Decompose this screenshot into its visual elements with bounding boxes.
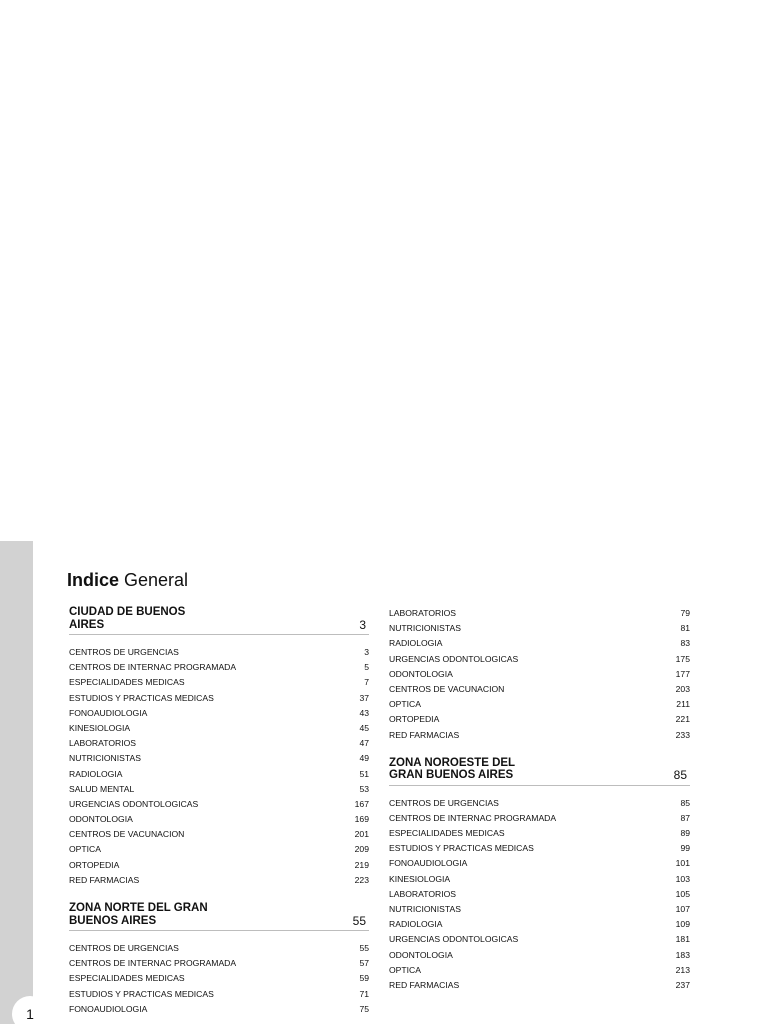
- section-entries: [69, 645, 369, 888]
- entry-page: 57: [359, 958, 369, 969]
- index-entry[interactable]: [389, 932, 690, 947]
- entry-page: 101: [675, 858, 690, 869]
- index-entry[interactable]: [69, 706, 369, 721]
- section-page: 3: [359, 617, 366, 632]
- section-page: 55: [352, 913, 366, 928]
- index-entry[interactable]: [69, 971, 369, 986]
- entry-page: 99: [680, 843, 690, 854]
- entry-page: 87: [680, 812, 690, 823]
- index-entry[interactable]: [69, 987, 369, 1002]
- entry-label: RADIOLOGIA: [389, 919, 443, 930]
- index-entry[interactable]: [389, 796, 690, 811]
- index-entry[interactable]: [389, 872, 690, 887]
- entry-page: 37: [359, 692, 369, 703]
- entry-page: 169: [354, 814, 369, 825]
- entry-page: 5: [364, 662, 369, 673]
- page-title-bold: Indice: [67, 570, 120, 590]
- index-entry[interactable]: [389, 667, 690, 682]
- entry-label: NUTRICIONISTAS: [69, 753, 141, 764]
- index-entry[interactable]: [389, 841, 690, 856]
- index-entry[interactable]: [69, 827, 369, 842]
- entry-page: 89: [680, 828, 690, 839]
- entry-label: LABORATORIOS: [69, 738, 137, 749]
- index-entry[interactable]: [389, 963, 690, 978]
- section-entries: [389, 796, 690, 993]
- index-entry[interactable]: [69, 797, 369, 812]
- entry-page: 49: [359, 753, 369, 764]
- index-entry[interactable]: [69, 782, 369, 797]
- entry-label: KINESIOLOGIA: [69, 722, 131, 733]
- index-entry[interactable]: [69, 767, 369, 782]
- entry-label: RED FARMACIAS: [389, 729, 460, 740]
- entry-page: 53: [359, 783, 369, 794]
- index-entry[interactable]: [69, 645, 369, 660]
- entry-label: ODONTOLOGIA: [389, 668, 453, 679]
- page-title-regular: General: [119, 570, 189, 590]
- entry-page: 105: [675, 888, 690, 899]
- entry-label: URGENCIAS ODONTOLOGICAS: [389, 653, 519, 664]
- entry-page: 103: [675, 873, 690, 884]
- entry-label: LABORATORIOS: [389, 888, 457, 899]
- index-entry[interactable]: [389, 856, 690, 871]
- index-entry[interactable]: [69, 736, 369, 751]
- entry-page: 167: [354, 798, 369, 809]
- entry-page: 43: [359, 707, 369, 718]
- entry-label: CENTROS DE URGENCIAS: [69, 943, 179, 953]
- entry-label: RADIOLOGIA: [389, 638, 443, 649]
- entry-page: 237: [675, 979, 690, 990]
- entry-page: 51: [359, 768, 369, 779]
- entry-page: 175: [675, 653, 690, 664]
- section-title: ZONA NORTE DEL GRAN BUENOS AIRES: [69, 902, 208, 927]
- index-entry[interactable]: [69, 691, 369, 706]
- entry-label: ESTUDIOS Y PRACTICAS MEDICAS: [389, 843, 534, 854]
- index-entry[interactable]: [69, 956, 369, 971]
- index-entry[interactable]: [389, 697, 690, 712]
- index-entry[interactable]: [69, 812, 369, 827]
- index-entry[interactable]: [69, 751, 369, 766]
- index-entry[interactable]: [389, 917, 690, 932]
- entry-label: RADIOLOGIA: [69, 768, 123, 779]
- index-entry[interactable]: [69, 1002, 369, 1017]
- entry-page: 181: [675, 934, 690, 945]
- entry-label: FONOAUDIOLOGIA: [69, 1003, 148, 1014]
- entry-label: OPTICA: [69, 844, 101, 855]
- entry-page: 107: [675, 904, 690, 914]
- index-entry[interactable]: [389, 978, 690, 993]
- entry-page: 83: [680, 638, 690, 649]
- entry-page: 75: [359, 1003, 369, 1014]
- entry-page: 7: [364, 677, 369, 688]
- entry-page: 71: [359, 988, 369, 999]
- entry-page: 45: [359, 722, 369, 733]
- entry-label: URGENCIAS ODONTOLOGICAS: [69, 798, 199, 809]
- section-title: ZONA NOROESTE DEL GRAN BUENOS AIRES: [389, 756, 516, 782]
- section-entries: [69, 941, 369, 1017]
- index-entry[interactable]: [69, 858, 369, 873]
- page-title: [67, 569, 188, 591]
- section-page: 85: [673, 768, 687, 783]
- entry-page: 183: [675, 949, 690, 960]
- index-entry[interactable]: [389, 636, 690, 651]
- entry-label: ORTOPEDIA: [389, 714, 440, 725]
- entry-page: 223: [354, 874, 369, 885]
- entry-label: FONOAUDIOLOGIA: [389, 858, 468, 869]
- entry-page: 79: [680, 608, 690, 618]
- entry-page: 209: [354, 844, 369, 855]
- entry-label: OPTICA: [389, 964, 421, 975]
- index-entry[interactable]: [69, 675, 369, 690]
- index-entry[interactable]: [389, 652, 690, 667]
- entry-page: 59: [359, 973, 369, 984]
- index-entry[interactable]: [389, 902, 690, 917]
- section-header: [389, 757, 690, 786]
- entry-page: 109: [675, 919, 690, 930]
- entry-page: 85: [680, 797, 690, 808]
- entry-label: CENTROS DE INTERNAC PROGRAMADA: [69, 958, 237, 969]
- index-entry[interactable]: [389, 948, 690, 963]
- entry-label: ESTUDIOS Y PRACTICAS MEDICAS: [69, 692, 214, 703]
- entry-label: ESPECIALIDADES MEDICAS: [69, 677, 185, 688]
- continued-entries: [389, 606, 690, 743]
- section-header: [69, 606, 369, 635]
- side-strip: [0, 541, 33, 1024]
- entry-label: CENTROS DE URGENCIAS: [389, 797, 499, 808]
- index-entry[interactable]: [389, 826, 690, 841]
- index-entry[interactable]: [389, 682, 690, 697]
- index-entry[interactable]: [69, 721, 369, 736]
- right-column: [389, 606, 690, 993]
- entry-label: ESPECIALIDADES MEDICAS: [389, 828, 505, 839]
- entry-label: RED FARMACIAS: [389, 979, 460, 990]
- entry-label: CENTROS DE INTERNAC PROGRAMADA: [389, 812, 557, 823]
- index-entry[interactable]: [389, 887, 690, 902]
- index-entry[interactable]: [389, 728, 690, 743]
- index-entry[interactable]: [69, 660, 369, 675]
- entry-page: 213: [675, 964, 690, 975]
- entry-label: CENTROS DE VACUNACION: [389, 683, 505, 694]
- entry-page: 219: [354, 859, 369, 870]
- entry-label: LABORATORIOS: [389, 608, 457, 618]
- entry-page: 211: [676, 699, 690, 710]
- entry-label: CENTROS DE VACUNACION: [69, 829, 185, 840]
- entry-label: NUTRICIONISTAS: [389, 904, 461, 914]
- entry-label: KINESIOLOGIA: [389, 873, 451, 884]
- section-spacer: [389, 743, 690, 757]
- index-entry[interactable]: [389, 606, 690, 621]
- index-entry[interactable]: [69, 842, 369, 857]
- entry-label: URGENCIAS ODONTOLOGICAS: [389, 934, 519, 945]
- entry-page: 221: [675, 714, 690, 725]
- index-entry[interactable]: [69, 873, 369, 888]
- entry-page: 47: [359, 738, 369, 749]
- entry-label: ESPECIALIDADES MEDICAS: [69, 973, 185, 984]
- entry-page: 203: [675, 683, 690, 694]
- entry-label: CENTROS DE URGENCIAS: [69, 647, 179, 657]
- entry-label: ESTUDIOS Y PRACTICAS MEDICAS: [69, 988, 214, 999]
- entry-page: 81: [680, 623, 690, 634]
- left-column: [69, 606, 369, 1017]
- entry-label: ORTOPEDIA: [69, 859, 120, 870]
- entry-page: 233: [675, 729, 690, 740]
- entry-label: ODONTOLOGIA: [69, 814, 133, 825]
- section-spacer: [69, 888, 369, 902]
- section-title: CIUDAD DE BUENOS AIRES: [69, 606, 186, 631]
- index-entry[interactable]: [389, 621, 690, 636]
- entry-page: 55: [359, 943, 369, 953]
- section-header: [69, 902, 369, 931]
- index-entry[interactable]: [389, 811, 690, 826]
- entry-label: RED FARMACIAS: [69, 874, 140, 885]
- entry-label: OPTICA: [389, 699, 421, 710]
- entry-label: NUTRICIONISTAS: [389, 623, 461, 634]
- entry-page: 201: [354, 829, 369, 840]
- entry-page: 3: [364, 647, 369, 657]
- entry-label: SALUD MENTAL: [69, 783, 135, 794]
- entry-page: 177: [675, 668, 690, 679]
- entry-label: CENTROS DE INTERNAC PROGRAMADA: [69, 662, 237, 673]
- index-entry[interactable]: [389, 712, 690, 727]
- entry-label: ODONTOLOGIA: [389, 949, 453, 960]
- index-entry[interactable]: [69, 941, 369, 956]
- page-number: 1: [12, 996, 48, 1032]
- entry-label: FONOAUDIOLOGIA: [69, 707, 148, 718]
